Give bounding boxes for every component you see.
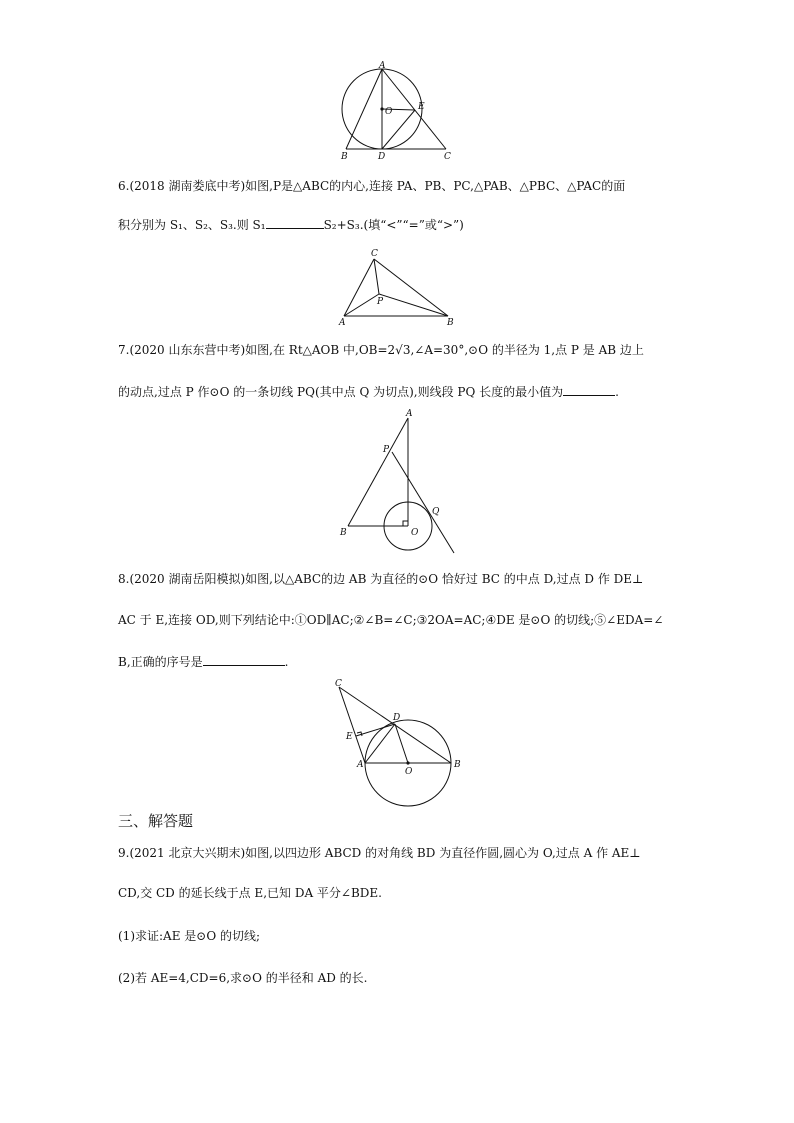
q9-part2: (2)若 AE=4,CD=6,求⊙O 的半径和 AD 的长.: [118, 971, 368, 985]
q8-line1: 8.(2020 湖南岳阳模拟)如图,以△ABC的边 AB 为直径的⊙O 恰好过 BC 的中点 D,过点 D 作 DE⊥: [118, 572, 644, 586]
figure-q7-diagram: [336, 408, 461, 556]
q7-line1: 7.(2020 山东东营中考)如图,在 Rt△AOB 中,OB=2√3,∠A=30°,⊙O 的半径为 1,点 P 是 AB 边上: [118, 343, 644, 357]
q6-line2-suffix: S₂+S₃.(填“<”“=”或“>”): [323, 218, 464, 232]
q7-answer-blank[interactable]: [563, 383, 615, 396]
label-b: B: [341, 152, 348, 162]
q9-line2: CD,交 CD 的延长线于点 E,已知 DA 平分∠BDE.: [118, 886, 382, 900]
label-e: E: [346, 732, 353, 742]
q8-line2: AC 于 E,连接 OD,则下列结论中:①OD∥AC;②∠B=∠C;③2OA=AC;④DE 是⊙O 的切线;⑤∠EDA=∠: [118, 613, 664, 627]
q6-line1: 6.(2018 湖南娄底中考)如图,P是△ABC的内心,连接 PA、PB、PC,△PAB、△PBC、△PAC的面: [118, 179, 626, 193]
q7-line2-suffix: .: [615, 385, 619, 399]
q8-line3-suffix: .: [284, 655, 289, 669]
figure-q6-diagram: [336, 244, 461, 326]
q7-line2: [118, 383, 619, 400]
label-a: A: [357, 760, 364, 770]
label-c: C: [371, 249, 378, 259]
label-d: D: [393, 713, 401, 723]
label-o: O: [405, 767, 413, 777]
q8-line3-prefix: B,正确的序号是: [118, 655, 203, 669]
q9-line1: 9.(2021 北京大兴期末)如图,以四边形 ABCD 的对角线 BD 为直径作圆,圆心为 O,过点 A 作 AE⊥: [118, 846, 641, 860]
q8-answer-blank[interactable]: [203, 653, 285, 666]
label-o: O: [411, 528, 419, 538]
section-heading: 三、解答题: [118, 812, 194, 830]
label-o: O: [385, 107, 393, 117]
label-c: C: [335, 679, 342, 689]
label-b: B: [447, 318, 454, 328]
label-c: C: [444, 152, 451, 162]
label-q: Q: [432, 507, 440, 517]
q9-part1: (1)求证:AE 是⊙O 的切线;: [118, 929, 261, 943]
label-b: B: [340, 528, 347, 538]
label-a: A: [379, 61, 386, 71]
figure-q5-diagram: [336, 58, 466, 160]
label-a: A: [406, 409, 413, 419]
label-a: A: [339, 318, 346, 328]
label-d: D: [378, 152, 386, 162]
label-p: P: [377, 297, 384, 307]
q6-line2-prefix: 积分别为 S₁、S₂、S₃.则 S₁: [118, 218, 266, 232]
label-b: B: [454, 760, 461, 770]
label-e: E: [418, 102, 425, 112]
figure-q8-diagram: [330, 676, 465, 808]
q8-line3: [118, 653, 288, 670]
q6-line2: [118, 216, 464, 233]
q6-answer-blank[interactable]: [266, 216, 324, 229]
label-p: P: [383, 445, 390, 455]
q7-line2-prefix: 的动点,过点 P 作⊙O 的一条切线 PQ(其中点 Q 为切点),则线段 PQ 长度的最小值为: [118, 385, 564, 399]
